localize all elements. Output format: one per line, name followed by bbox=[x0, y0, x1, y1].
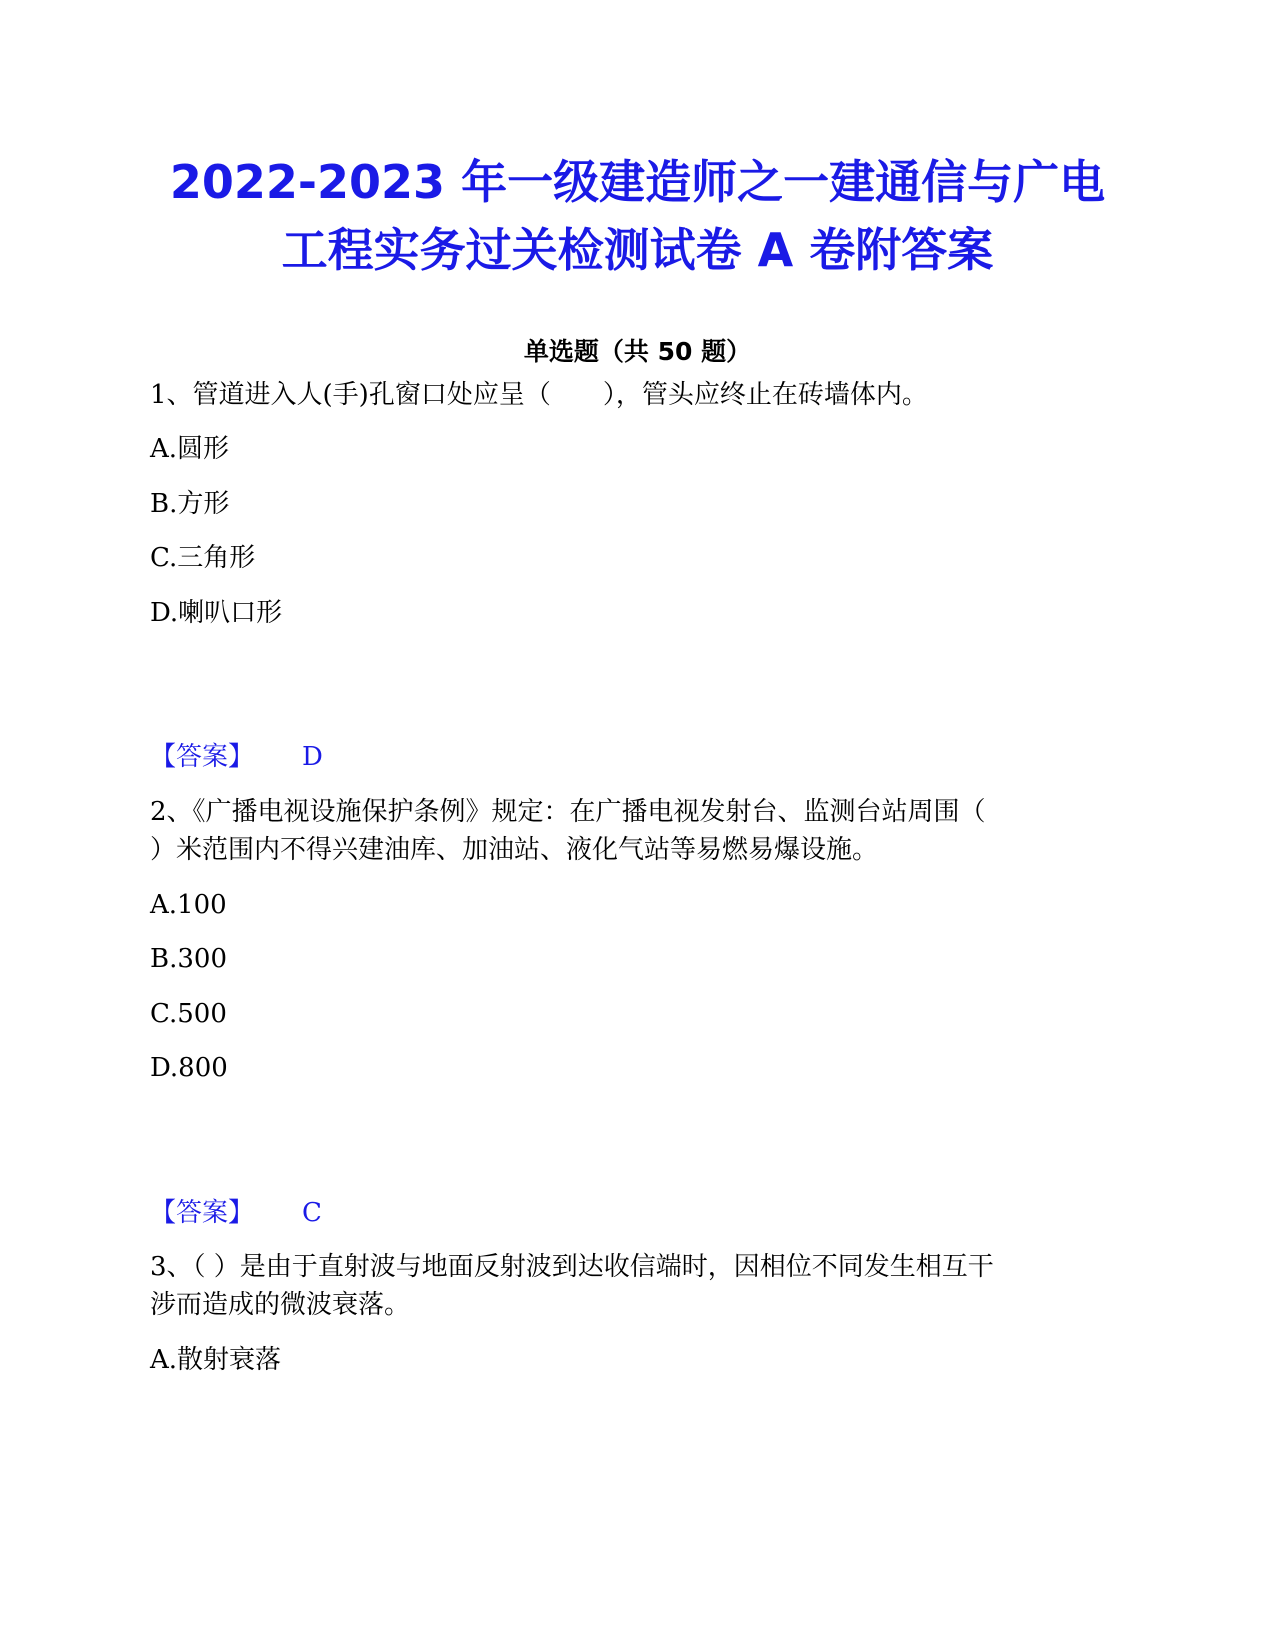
question-2-stem-line-1: 2、《广播电视设施保护条例》规定：在广播电视发射台、监测台站周围（ bbox=[150, 797, 986, 827]
question-1-option-b: B.方形 bbox=[150, 489, 230, 519]
question-3-stem-line-1: 3、（ ）是由于直射波与地面反射波到达收信端时，因相位不同发生相互干 bbox=[150, 1252, 994, 1282]
answer-label: 【答案】 bbox=[150, 1198, 255, 1228]
question-3-stem-line-2: 涉而造成的微波衰落。 bbox=[150, 1290, 411, 1320]
answer-value: D bbox=[302, 742, 323, 772]
question-2-option-d: D.800 bbox=[150, 1053, 228, 1083]
question-2-option-b: B.300 bbox=[150, 944, 227, 974]
question-1-option-a: A.圆形 bbox=[150, 434, 230, 464]
question-3-option-a: A.散射衰落 bbox=[150, 1345, 282, 1375]
question-2-answer bbox=[150, 1195, 322, 1231]
answer-label: 【答案】 bbox=[150, 742, 255, 772]
document-title-line-2: 工程实务过关检测试卷 A 卷附答案 bbox=[281, 223, 994, 277]
question-1-stem: 1、管道进入人(手)孔窗口处应呈（ ），管头应终止在砖墙体内。 bbox=[150, 380, 928, 410]
question-2-stem-line-2: ）米范围内不得兴建油库、加油站、液化气站等易燃易爆设施。 bbox=[150, 835, 879, 865]
question-2-option-a: A.100 bbox=[150, 890, 227, 920]
question-2-option-c: C.500 bbox=[150, 999, 227, 1029]
question-1-answer bbox=[150, 739, 323, 775]
document-title-line-1: 2022-2023 年一级建造师之一建通信与广电 bbox=[169, 155, 1106, 209]
section-heading: 单选题（共 50 题） bbox=[523, 337, 752, 366]
question-1-option-c: C.三角形 bbox=[150, 543, 256, 573]
question-1-option-d: D.喇叭口形 bbox=[150, 598, 283, 628]
answer-value: C bbox=[302, 1198, 322, 1228]
